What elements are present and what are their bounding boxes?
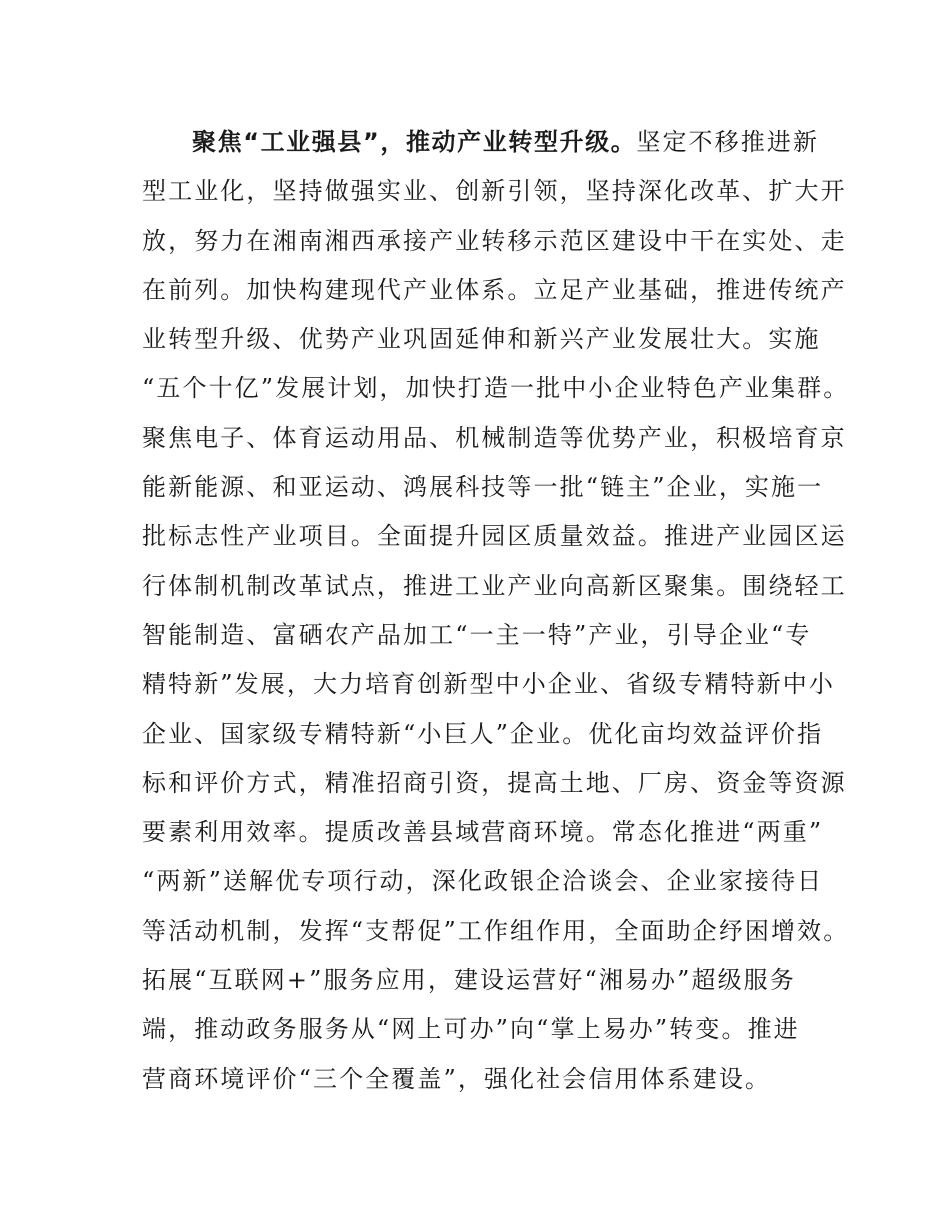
- paragraph-line-text: 坚定不移推进新: [636, 128, 820, 156]
- paragraph-line: 在前列。加快构建现代产业体系。立足产业基础，推进传统产: [142, 275, 847, 304]
- paragraph-line: 型工业化，坚持做强实业、创新引领，坚持深化改革、扩大开: [142, 177, 847, 206]
- paragraph-line: 企业、国家级专精特新“小巨人”企业。优化亩均效益评价指: [142, 719, 824, 748]
- paragraph-line: “五个十亿”发展计划，加快打造一批中小企业特色产业集群。: [142, 374, 850, 403]
- paragraph-line: 业转型升级、优势产业巩固延伸和新兴产业发展壮大。实施: [142, 325, 821, 354]
- paragraph-line: 能新能源、和亚运动、鸿展科技等一批“链主”企业，实施一: [142, 473, 824, 502]
- paragraph-line: 批标志性产业项目。全面提升园区质量效益。推进产业园区运: [142, 522, 847, 551]
- paragraph-line: 标和评价方式，精准招商引资，提高土地、厂房、资金等资源: [142, 768, 847, 797]
- paragraph-line: [0, 118, 950, 167]
- paragraph-line: 拓展“互联网+”服务应用，建设运营好“湘易办”超级服务: [142, 966, 796, 995]
- paragraph-line: 行体制机制改革试点，推进工业产业向高新区聚集。围绕轻工: [142, 571, 847, 600]
- paragraph-line: 智能制造、富硒农产品加工“一主一特”产业，引导企业“专: [142, 620, 812, 649]
- paragraph-line: 要素利用效率。提质改善县域营商环境。常态化推进“两重”: [142, 818, 824, 847]
- paragraph-heading: 聚焦“工业强县”，推动产业转型升级。: [192, 128, 637, 156]
- paragraph-line: 放，努力在湘南湘西承接产业转移示范区建设中干在实处、走: [142, 226, 847, 255]
- paragraph-line: 营商环境评价“三个全覆盖”，强化社会信用体系建设。: [142, 1064, 772, 1093]
- body-paragraph: [0, 118, 950, 1104]
- paragraph-line: 等活动机制，发挥“支帮促”工作组作用，全面助企纾困增效。: [142, 916, 850, 945]
- paragraph-line: 聚焦电子、体育运动用品、机械制造等优势产业，积极培育京: [142, 423, 847, 452]
- paragraph-line: “两新”送解优专项行动，深化政银企洽谈会、企业家接待日: [142, 867, 824, 896]
- paragraph-line: 端，推动政务服务从“网上可办”向“掌上易办”转变。推进: [142, 1015, 800, 1044]
- paragraph-line: 精特新”发展，大力培育创新型中小企业、省级专精特新中小: [142, 670, 835, 699]
